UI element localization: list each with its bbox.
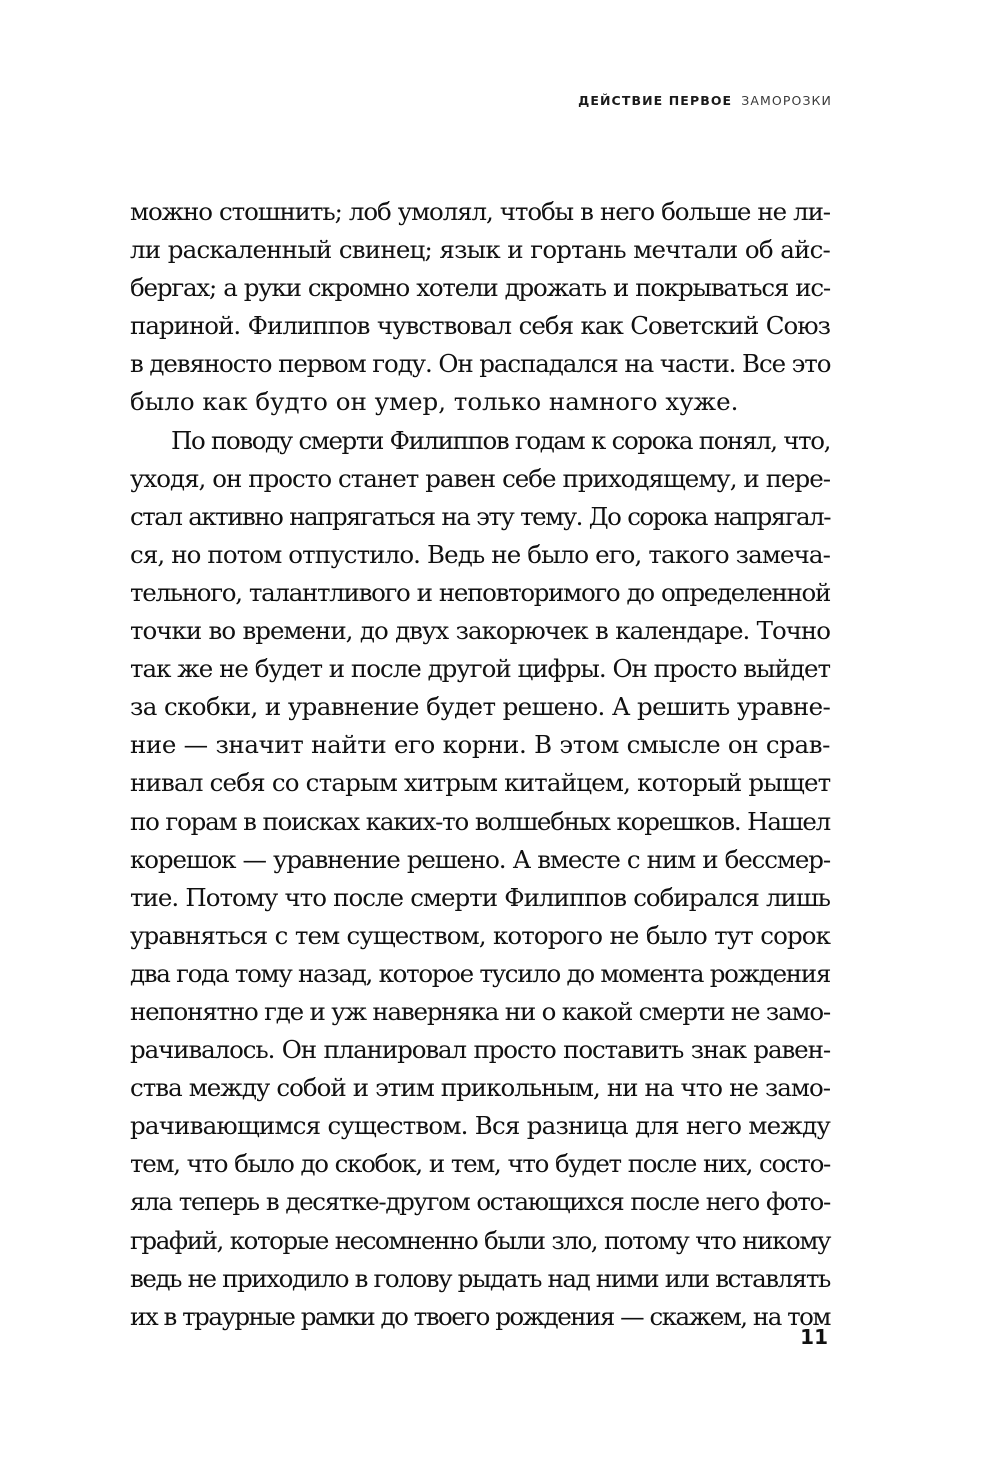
- text-line: непонятно где и уж наверняка ни о какой смерти не замо-: [130, 996, 830, 1026]
- text-line: ние — значит найти его корни. В этом смысле он срав-: [130, 730, 830, 760]
- text-line: в девяносто первом году. Он распадался на части. Все это: [130, 349, 831, 379]
- text-line: тие. Потому что после смерти Филиппов собирался лишь: [130, 882, 830, 912]
- text-line: ства между собой и этим прикольным, ни на что не замо-: [130, 1073, 830, 1103]
- text-line: графий, которые несомненно были зло, потому что никому: [130, 1225, 830, 1255]
- paragraph: [130, 193, 830, 422]
- text-line: бергах; а руки скромно хотели дрожать и покрываться ис-: [130, 273, 830, 303]
- text-line: ли раскаленный свинец; язык и гортань мечтали об айс-: [130, 235, 830, 265]
- text-line: рачивалось. Он планировал просто поставить знак равен-: [130, 1035, 830, 1065]
- text-line: уравняться с тем существом, которого не было тут сорок: [130, 920, 830, 950]
- text-line: ведь не приходило в голову рыдать над ними или вставлять: [130, 1263, 830, 1293]
- text-line: рачивающимся существом. Вся разница для него между: [130, 1111, 830, 1141]
- text-line: уходя, он просто станет равен себе приходящему, и пере-: [130, 463, 830, 493]
- text-line: было как будто он умер, только намного хуже.: [130, 387, 739, 417]
- running-head: [578, 93, 832, 108]
- text-line: так же не будет и после другой цифры. Он просто выйдет: [130, 654, 831, 684]
- text-line: два года тому назад, которое тусило до момента рождения: [130, 958, 830, 988]
- text-line: По поводу смерти Филиппов годам к сорока понял, что,: [171, 425, 830, 455]
- text-line: их в траурные рамки до твоего рождения — скажем, на том: [130, 1301, 830, 1331]
- text-line: париной. Филиппов чувствовал себя как Советский Союз: [130, 311, 830, 341]
- text-line: ся, но потом отпустило. Ведь не было его, такого замеча-: [130, 539, 830, 569]
- text-line: тельного, талантливого и неповторимого до определенной: [130, 577, 830, 607]
- text-line: яла теперь в десятке-другом остающихся после него фото-: [130, 1187, 830, 1217]
- paragraph: [130, 422, 830, 1336]
- text-line: за скобки, и уравнение будет решено. А решить уравне-: [130, 692, 831, 722]
- page-number: 11: [800, 1325, 828, 1349]
- running-head-act: ДЕЙСТВИЕ ПЕРВОЕ: [578, 93, 733, 108]
- body-text: [130, 193, 830, 1336]
- text-line: тем, что было до скобок, и тем, что будет после них, состо-: [130, 1149, 830, 1179]
- text-line: точки во времени, до двух закорючек в календаре. Точно: [130, 616, 830, 646]
- text-line: корешок — уравнение решено. А вместе с ним и бессмер-: [130, 844, 830, 874]
- text-line: стал активно напрягаться на эту тему. До сорока напрягал-: [130, 501, 830, 531]
- text-line: можно стошнить; лоб умолял, чтобы в него больше не ли-: [130, 197, 830, 226]
- text-line: по горам в поисках каких-то волшебных корешков. Нашел: [130, 806, 830, 836]
- running-head-chapter: ЗАМОРОЗКИ: [741, 93, 832, 108]
- text-line: нивал себя со старым хитрым китайцем, который рыщет: [130, 768, 831, 798]
